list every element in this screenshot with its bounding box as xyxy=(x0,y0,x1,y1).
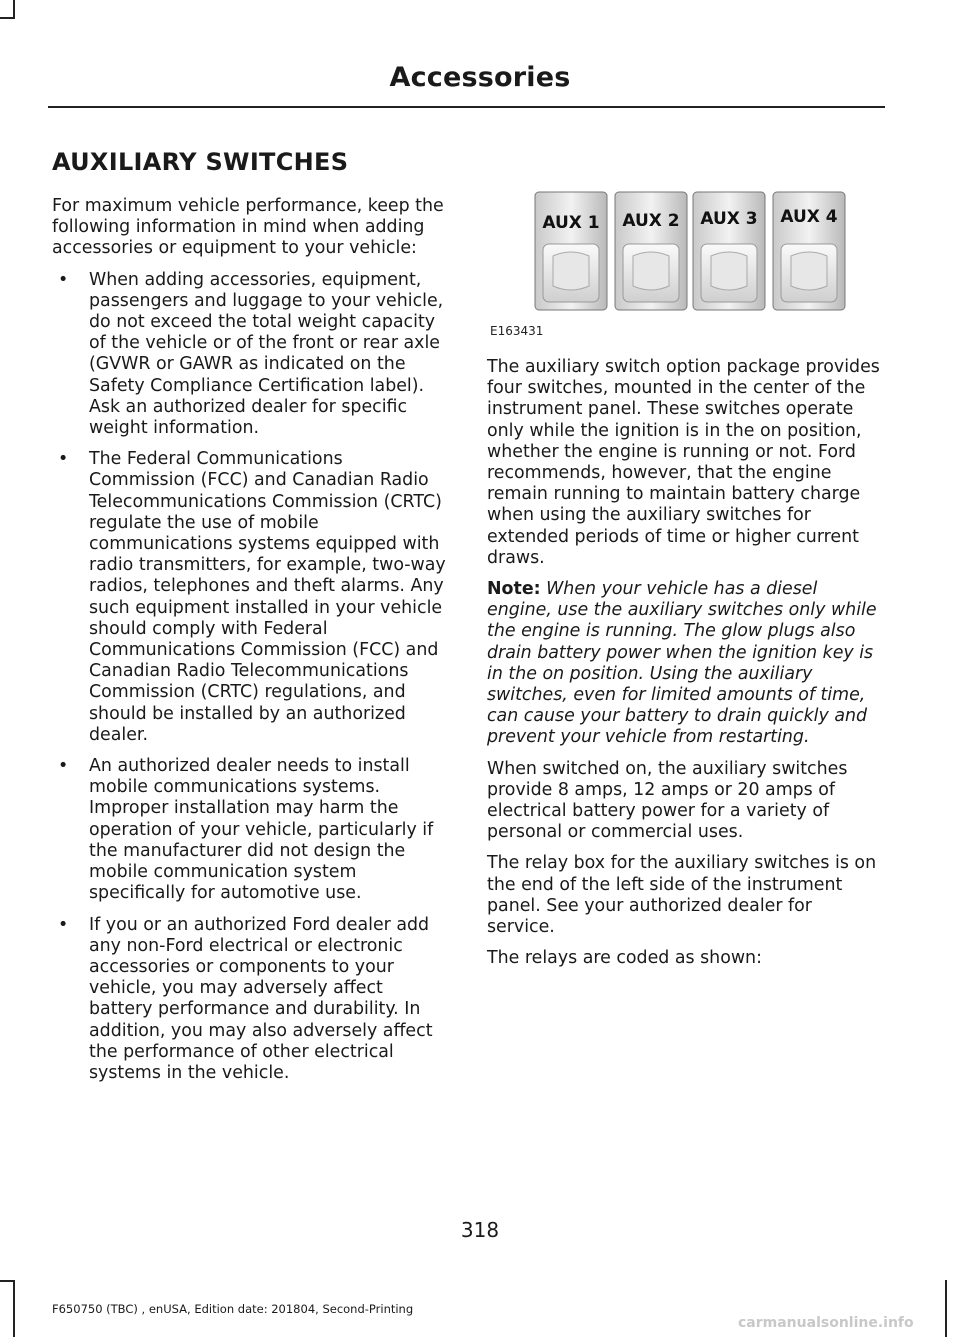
aux-switch-4 xyxy=(773,192,845,310)
bullet-icon: • xyxy=(58,449,69,470)
list-item-text: An authorized dealer needs to install mobile communications systems. Improper installation may harm the operation of your vehicle, particularly if the manufacturer did not design the mobile communication system specifically for automotive use. xyxy=(89,756,434,904)
body-paragraph: The relay box for the auxiliary switches is on the end of the left side of the instrument panel. See your authorized dealer for service. xyxy=(487,853,877,938)
list-item-text: The Federal Communications Commission (FCC) and Canadian Radio Telecommunications Commission (CRTC) regulate the use of mobile communications systems equipped with radio transmitters, for example, two-way radios, telephones and theft alarms. Any such equipment installed in your vehicle should comply with Federal Communications Commission (FCC) and Canadian Radio Telecommunications Commission (CRTC) regulations, and should be installed by an authorized dealer. xyxy=(89,449,446,745)
aux-label: AUX 4 xyxy=(780,207,838,227)
note-label: Note: xyxy=(487,579,541,600)
note-text: When your vehicle has a diesel engine, use the auxiliary switches only while the engine is running. The glow plugs also drain battery power when the ignition key is in the on position. Using the auxiliary switches, even for limited amounts of time, can cause your battery to drain quickly and prevent your vehicle from restarting. xyxy=(487,579,877,748)
page-number: 318 xyxy=(460,1218,500,1242)
body-paragraph: The relays are coded as shown: xyxy=(487,948,762,969)
figure-id: E163431 xyxy=(490,324,544,338)
bullet-list xyxy=(52,270,448,1085)
list-item xyxy=(52,756,448,904)
list-item xyxy=(52,270,448,440)
crop-mark-bottom-left-v xyxy=(13,1280,15,1337)
aux-switches-figure xyxy=(533,190,847,314)
list-item-text: If you or an authorized Ford dealer add any non-Ford electrical or electronic accessories or components to your vehicle, you may adversely affect battery performance and durability. In addition, you may also adversely affect the performance of other electrical systems in the vehicle. xyxy=(89,914,433,1083)
bullet-icon: • xyxy=(58,756,69,777)
aux-switch-3 xyxy=(693,192,765,310)
crop-mark-top-left-h xyxy=(0,17,15,19)
crop-mark-bottom-left-h xyxy=(0,1280,15,1282)
aux-label: AUX 1 xyxy=(542,213,600,233)
footer-text: F650750 (TBC) , enUSA, Edition date: 201804, Second-Printing xyxy=(52,1302,414,1316)
crop-mark-top-left-v xyxy=(13,0,15,18)
list-item xyxy=(52,449,448,746)
header-rule xyxy=(48,106,885,108)
intro-paragraph: For maximum vehicle performance, keep the following information in mind when adding accessories or equipment to your vehicle: xyxy=(52,196,444,259)
list-item-text: When adding accessories, equipment, passengers and luggage to your vehicle, do not exceed the total weight capacity of the vehicle or of the front or rear axle (GVWR or GAWR as indicated on the Safety Compliance Certification label). Ask an authorized dealer for specific weight information. xyxy=(89,269,444,439)
aux-switch-1 xyxy=(535,192,607,310)
aux-label: AUX 2 xyxy=(622,211,680,231)
aux-label: AUX 3 xyxy=(700,209,758,229)
body-paragraph: When switched on, the auxiliary switches provide 8 amps, 12 amps or 20 amps of electrical battery power for a variety of personal or commercial uses. xyxy=(487,758,848,843)
watermark: carmanualsonline.info xyxy=(738,1315,914,1331)
page-header-title: Accessories xyxy=(389,62,571,93)
note-paragraph xyxy=(487,579,881,749)
bullet-icon: • xyxy=(58,269,69,290)
bullet-icon: • xyxy=(58,914,69,935)
list-item xyxy=(52,915,448,1085)
aux-switch-2 xyxy=(615,192,687,310)
body-paragraph: The auxiliary switch option package provides four switches, mounted in the center of the instrument panel. These switches operate only while the ignition is in the on position, whether the engine is running or not. Ford recommends, however, that the engine remain running to maintain battery charge when using the auxiliary switches for extended periods of time or higher current draws. xyxy=(487,357,880,568)
crop-mark-bottom-right-v xyxy=(945,1280,947,1337)
section-heading: AUXILIARY SWITCHES xyxy=(52,148,349,176)
left-column xyxy=(52,196,448,1094)
right-column xyxy=(487,357,881,979)
